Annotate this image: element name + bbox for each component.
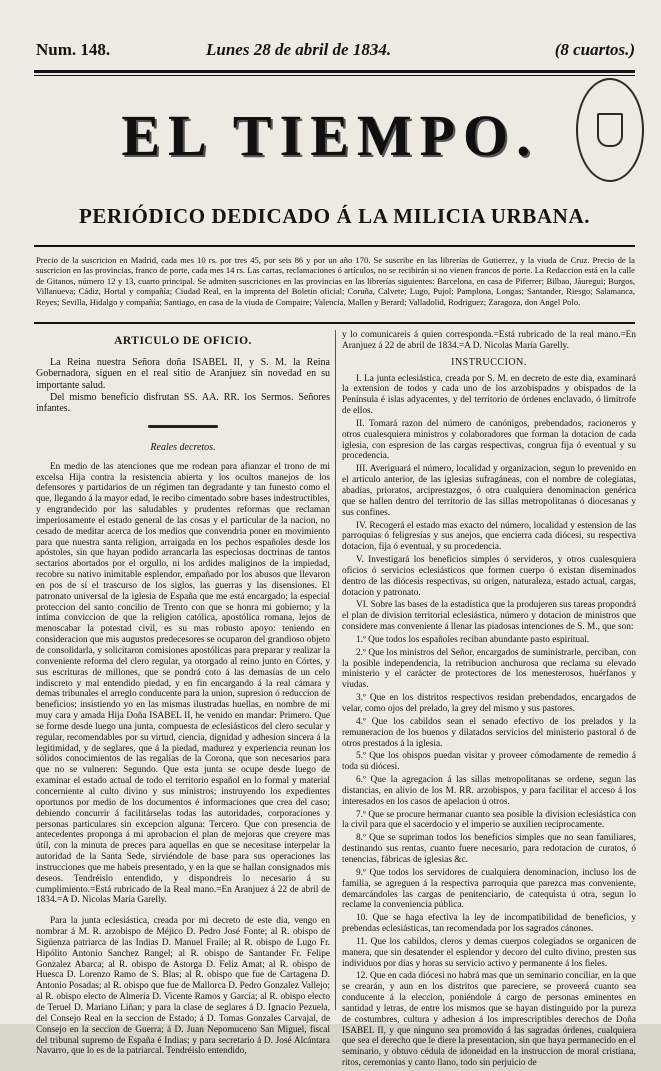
column-divider <box>335 330 336 1010</box>
instruction-heading: INSTRUCCION. <box>451 356 527 368</box>
right-column <box>342 330 636 1071</box>
newspaper-subtitle: PERIÓDICO DEDICADO Á LA MILICIA URBANA. <box>78 204 591 228</box>
instruction-item: 2.º Que los ministros del Señor, encargados de suministrarle, perciban, con la posible independencia, la retribucion anchurosa que reclama su elevado ministerio y el carácter de protectores de los menesterosos, huérfanos y viudas. <box>342 647 636 691</box>
instruction-list <box>342 374 636 1069</box>
coat-of-arms-icon <box>597 113 623 147</box>
official-article-heading: ARTICULO DE OFICIO. <box>114 335 252 347</box>
instruction-item: 9.º Que todos los servidores de cualquiera denominacion, incluso los de familia, se agreguen á la respectiva parroquia que parezca mas conveniente, demarcándoles las cargas de penitenciario, de catequista ú otra, segun lo reclame la conveniencia pública. <box>342 867 636 911</box>
ornament-divider <box>36 421 330 433</box>
notice-bottom-rule <box>34 322 635 324</box>
instruction-item: II. Tomará razon del número de canónigos, prebendados, racioneros y otros cualesquiera ministros y colaboradores que forman la dotacion de cada iglesia, con espresion de las cargas respectivas, congrua fija ó eventual y su procedencia. <box>342 418 636 462</box>
royal-decrees-heading: Reales decretos. <box>150 441 216 453</box>
instruction-item: I. La junta eclesiástica, creada por S. M. en decreto de este dia, examinará la extension de todos y cada uno de los arzobispados y obispados de la Península é islas adyacentes, y del territorio de órdenes enclavado, ó limítrofe de ellos. <box>342 373 636 417</box>
instruction-item: V. Investigará los beneficios simples ó servideros, y otros cualesquiera oficios ó servicios eclesiásticos que formen cuerpo ó existan diseminados dentro de las diócesis respectivas, su origen, naturaleza, estado actual, cargas, dotacion y patronato. <box>342 555 636 598</box>
instruction-item: 6.º Que la agregacion á las sillas metropolitanas se ordene, segun las distancias, en alivio de los M. RR. arzobispos, y para facilitar el acceso á los interesados en los casos de apelacion ú otros. <box>342 775 636 807</box>
top-rule <box>34 70 635 73</box>
royal-health-paragraph: La Reina nuestra Señora doña ISABEL II, y S. M. la Reina Gobernadora, siguen en el real sitio de Aranjuez sin novedad en su importante salud. <box>36 356 330 392</box>
top-rule-thin <box>34 75 635 76</box>
decree-text: En medio de las atenciones que me rodean para afianzar el trono de mi excelsa Hija contra la resistencia abierta y los ocultos manejos de los defensores y partidarios de un régimen tan degradante y tan funesto como el que, llegando á la mayor edad, le recibo cimentado sobre bases indestructibles, y engrandecido por las saludables y prudentes reformas que reclaman imperiosamente el estado general de las cosas y el particular de la nacion, no cesado de meditar acerca de los medios que convendria poner en movimiento para que nuestra santa religion, arraigada en los pechos españoles desde los apóstoles, sin que hayan podido arrancarla las especiosas doctrinas de tantos sectarios abortados por el orgullo, ni los ardides maliginos de la impiedad, recobre su nativo inimitable esplendor, empañado por los abusos que llevaron en pos de sí el trascurso de los siglos, las guerras y las disensiones. El patronato universal de la iglesia de España que me está encargado; la especial proteccion del santo concilio de Trento con que se honra mi gobierno; y la íntima conviccion de que la religion católica, apostólica romana, lejos de menoscabar la potestad civil, es su mas robusto apoyo: teniendo en consideracion que mis augustos predecesores se ocuparon del grandioso objeto de consolidarla, y solicitaron comisiones apostólicas para preparar y realizar la conveniente reforma del clero regular, ya otorgado al reino junto en Córtes, y sus escrituras de millones, que se pondrá coto á las demasías de un celo indiscreto y mal entendido piedad, y en fin encargando á la real cámara y demas tribunales el arreglo conducente para la union, supresion ó reduccion de beneficios; insistiendo yo en las mismas ilustradas huellas, en nombre de mi muy cara y amada Hija Doña ISABEL II, he venido en mandar: Primero. Que se forme desde luego una junta, compuesta de eclesiásticos del clero secular y regular, recomendables por su virtud, ciencia, dignidad y adhesion sincera á la legitimidad, y de seglares, que á la piedad, madurez y experiencia reunan los sólidos conocimientos de las regalías de la Corona, que son necesarios para que no se vulneren: Segundo. Que esta junta se ocupe desde luego de examinar el estado actual de todo el territorio español en lo formal y material concerniente al culto divino y sus ministros; instruyendo los expedientes oportunos por medio de los documentos é informaciones que crea del caso; debiendo concurrir á facilitárselas todas las autoridades, corporaciones y personas particulares sin excepcion alguna: Tercero. Que con presencia de antecedentes proponga á mi aprobacion el plan de mejoras que creyere mas útil, con la minuta de preces para aquellas en que se necesitase interpelar la autoridad de la Santa Sede, sirviéndole de base para sus operaciones las instrucciones que me habeis presentado, y en la que se hallan consignados mis deseos. Tendréislo entendido, y dispondreis lo necesario á su cumplimiento.=Está rubricado de la Real mano.=En Aranjuez á 22 de abril de 1834.=A D. Nicolas María Garelly. <box>36 461 330 906</box>
instruction-item: 5.º Que los obispos puedan visitar y proveer cómodamente de remedio á toda su diócesi. <box>342 751 636 773</box>
notice-top-rule <box>34 245 635 247</box>
instruction-item: 12. Que en cada diócesi no habrá mas que un seminario conciliar, en la que se crearán, y aun en los distritos que pareciere, se proveerá cuanto sea conducente á la eleccion, poniéndole á cargo de personas eminentes en santidad y letras, de entre los mismos que se hayan distinguido por la pureza de costumbres, cultura y adhesion á los imprescriptibles derechos de Doña ISABEL II, y que ninguno sea promovido á las sagradas órdenes, cualquiera que sea el derecho que le diere la presentacion, sin que haya permanecido en el seminario, y obtuvo cédula de idoneidad en la instruccion de moral cristiana, ritos, ceremonias y canto llano, todo sin perjuicio de <box>342 971 637 1069</box>
instruction-item: III. Averiguará el número, localidad y organizacion, segun lo prevenido en el artículo anterior, de las iglesias sufragáneas, con el nombre de colegiatas, abadías, prioratos, arciprestazgos, ó otra cualquiera denominacion genérica que se hallen dentro del territorio de las sillas metropolitanas ó diocesanas y sus confines. <box>342 464 636 518</box>
newspaper-title: EL TIEMPO. <box>121 103 539 168</box>
issue-number: Num. 148. <box>36 40 111 59</box>
instruction-item: 8.º Que se supriman todos los beneficios simples que no sean familiares, destinando sus rentas, cuanto fuere necesario, para redotacion de curatos, ó tenencias, fábricas de iglesias &c. <box>342 833 636 865</box>
instruction-item: IV. Recogerá el estado mas exacto del número, localidad y estension de las parroquias ó feligresías y sus anejos, que encierra cada diócesi, su respectiva dotacion, fija ó eventual, y su procedencia. <box>342 520 636 553</box>
masthead-top-line <box>36 40 635 62</box>
instruction-item: 10. Que se haga efectiva la ley de incompatibilidad de beneficios, y prebendas eclesiásticas, tan recomendada por los sagrados cánones. <box>342 913 636 935</box>
issue-price: (8 cuartos.) <box>554 40 635 59</box>
instruction-item: 3.º Que en los distritos respectivos residan prebendados, encargados de velar, como ojos del prelado, la grey del mismo y sus pastores. <box>342 693 636 714</box>
infantes-paragraph: Del mismo beneficio disfrutan SS. AA. RR. los Sermos. Señores infantes. <box>36 391 330 415</box>
library-stamp <box>576 78 644 182</box>
decree-closing: y lo comunicareis á quien corresponda.=Está rubricado de la real mano.=En Aranjuez á 22 de abril de 1834.=A D. Nicolas María Garelly. <box>342 330 636 351</box>
instruction-item: 4.º Que los cabildos sean el senado efectivo de los prelados y la remuneracion de los buenos y dilatados servicios del ministerio pastoral ó de otros prestados á la iglesia. <box>342 716 636 749</box>
subscription-notice: Precio de la suscricion en Madrid, cada mes 10 rs. por tres 45, por seis 86 y por un año 170. Se suscribe en las librerías de Gutierrez, y la viuda de Cruz. Precio de la suscricion en las provincias, franco de porte, cada mes 14 rs. Las cartas, reclamaciones ó artículos, no se recibirán si no vienen francos de porte. La Redaccion está en la calle de Gitanos, número 12 y 13, cuarto principal. Se admiten suscriciones en las provincias en las librerías siguientes: Barcelona, en casa de Piferrer; Bilbao, Jáuregui; Burgos, Villanueva; Cádiz, Hortal y compañía; Ciudad Real, en la imprenta del Boletin oficial; Coruña, Calvete; Lugo, Pujol; Pamplona, Longas; Santander, Riesgo; Salamanca, Reyes; Sevilla, Hidalgo y compañía; Santiago, en casa de la viuda de Compaire; Valencia, Mallen y Berard; Valladolid, Rodriguez; Zaragoza, don Angel Polo. <box>36 255 635 307</box>
junta-appointments-text: Para la junta eclesiástica, creada por mi decreto de este dia, vengo en nombrar á M. R. arzobispo de Méjico D. Pedro José Fonte; al R. obispo de Sigüenza patriarca de las Indias D. Manuel Fraile; al R. obispo de Lugo Fr. Hipólito Antonio Sanchez Rangel; al R. obispo de Santander Fr. Felipe Gonzalez Abarca; al R. obispo de Astorga D. Feliz Amat; al R. obispo de Huesca D. Lorenzo Ramo de S. Blas; al R. obispo que fue de Cartagena D. Antonio Posadas; al R. obispo que fue de Mallorca D. Pedro Gonzalez Vallejo; al R. obispo electo de Almería D. Vicente Ramos y García; al R. obispo electo de Teruel D. Mariano Liñan; y para la clase de seglares á D. Ignacio Pezuela, del Consejo Real en la seccion de Estado; á D. Tomas Gonzales Carvajal, de Consejo en la seccion de Guerra; á D. Juan Nepomuceno San Miguel, fiscal del tribunal supremo de España é Indias; y para secretario á D. José Alcántara Navarro, que lo es de la patriarcal. Tendréislo entendido, <box>36 916 330 1057</box>
issue-date: Lunes 28 de abril de 1834. <box>206 40 392 59</box>
instruction-item: VI. Sobre las bases de la estadística que la produjeren sus tareas propondrá el plan de division territorial eclesiástica, número y dotacion de ministros que considere mas conveniente á llenar las piadosas intenciones de S. M., que son: <box>342 600 636 633</box>
instruction-item: 1.º Que todos los españoles reciban abundante pasto espiritual. <box>356 634 590 645</box>
left-column <box>36 330 330 1057</box>
instruction-item: 7.º Que se procure hermanar cuanto sea posible la division eclesiástica con la civil para que el sacerdocio y el imperio se auxilien recíprocamente. <box>342 809 636 831</box>
instruction-item: 11. Que los cabildos, cleros y demas cuerpos colegiados se organicen de manera, que sin desatender el esplendor y decoro del culto divino, presten sus individuos por días y horas su servicio activo y permanente á los fieles. <box>342 936 636 969</box>
